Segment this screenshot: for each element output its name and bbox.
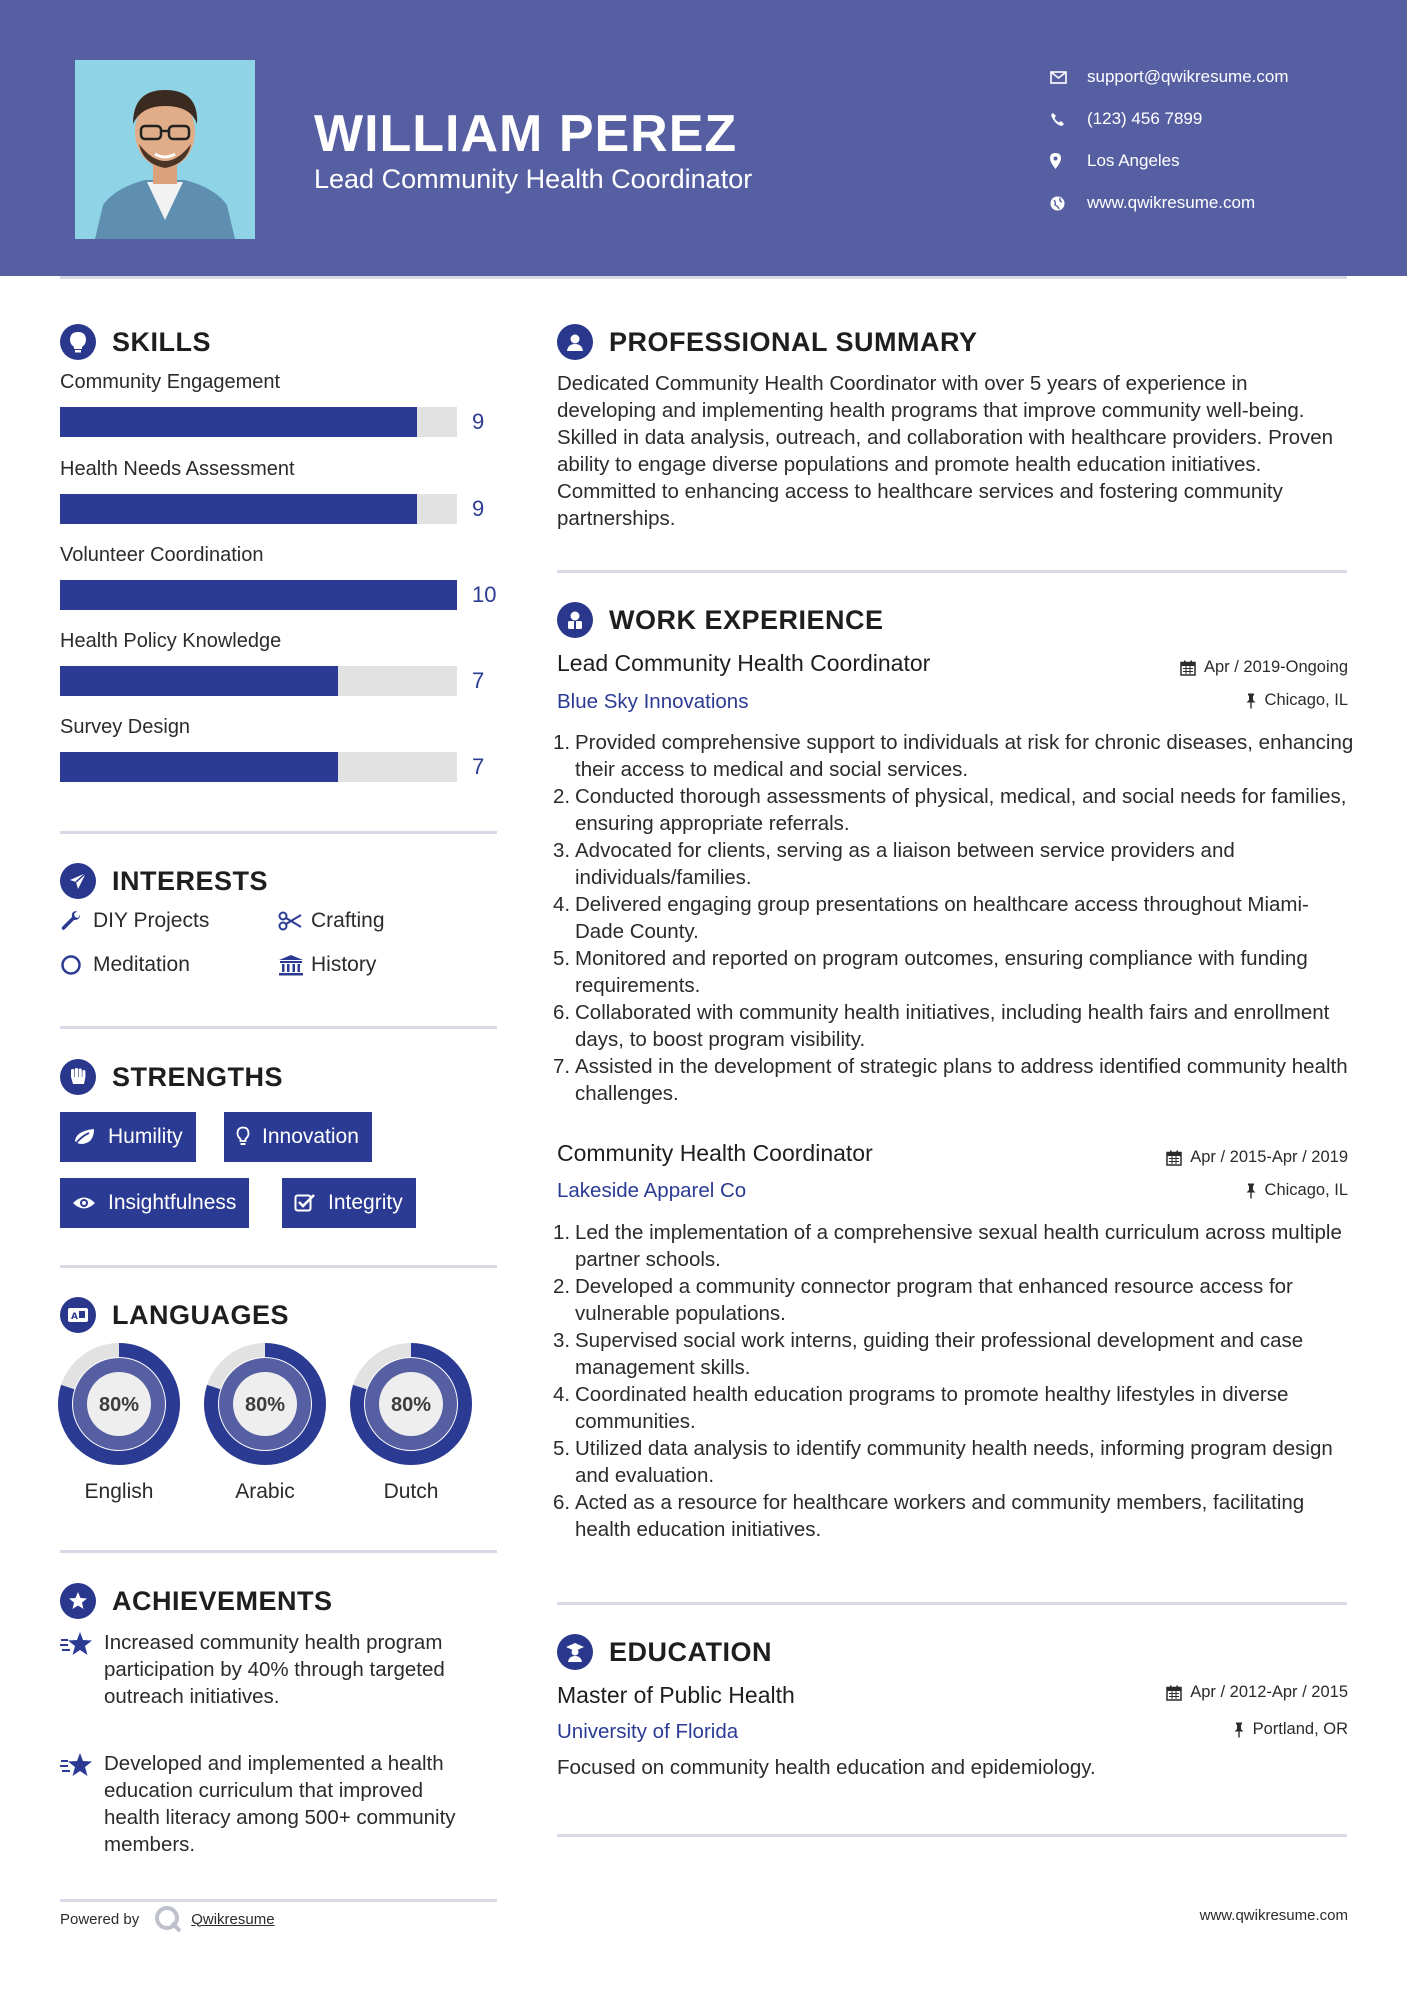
duty-item: 6. Collaborated with community health initiatives, including health fairs and enrollment days, to boost program visibility. <box>553 1001 1330 1051</box>
eye-icon <box>72 1195 96 1211</box>
strength-label: Innovation <box>262 1125 359 1148</box>
contact-location-text: Los Angeles <box>1087 151 1180 170</box>
skill-label: Community Engagement <box>60 371 281 393</box>
person-portrait-image <box>75 60 255 239</box>
education-description: Focused on community health education and epidemiology. <box>557 1756 1096 1779</box>
briefcase-user-icon <box>557 602 593 638</box>
svg-text:A: A <box>71 1312 78 1322</box>
star-badge-icon <box>60 1583 96 1619</box>
strength-label: Insightfulness <box>108 1191 237 1214</box>
skill-value: 10 <box>472 582 497 607</box>
profile-photo <box>75 60 255 239</box>
education-title: EDUCATION <box>609 1636 772 1667</box>
section-divider <box>60 831 497 834</box>
interest-label: DIY Projects <box>93 909 210 932</box>
powered-by <box>60 1905 275 1933</box>
contact-email[interactable] <box>1050 56 1289 98</box>
strength-tag <box>282 1178 416 1228</box>
interest-item <box>278 953 376 977</box>
duty-item: 1. Led the implementation of a comprehensive sexual health curriculum across multiple partner schools. <box>553 1221 1342 1271</box>
experience-title: WORK EXPERIENCE <box>609 604 884 635</box>
language-name: Arabic <box>235 1480 295 1503</box>
job-company: Lakeside Apparel Co <box>557 1179 747 1202</box>
contact-list <box>1050 56 1289 224</box>
map-pin-icon <box>1050 153 1087 169</box>
leaf-icon <box>72 1127 96 1147</box>
qwikresume-logo-icon <box>153 1905 183 1933</box>
star-icon <box>60 1750 104 1858</box>
translate-icon <box>60 1297 96 1333</box>
interest-label: History <box>311 953 377 976</box>
experience-heading <box>557 602 884 638</box>
languages-heading <box>60 1297 289 1333</box>
duty-item: 2. Conducted thorough assessments of physical, medical, and social needs for families, ensuring appropriate referrals. <box>553 785 1347 835</box>
pushpin-icon <box>1233 1722 1245 1738</box>
skill-bar-fill <box>60 752 338 782</box>
footer-divider <box>60 1899 497 1902</box>
circle-icon <box>60 954 93 976</box>
degree-title: Master of Public Health <box>557 1682 795 1708</box>
achievement-item <box>60 1750 480 1858</box>
skill-item <box>60 630 500 696</box>
lightbulb-icon <box>60 324 96 360</box>
achievement-text: Developed and implemented a health education curriculum that improved health literacy among 500+ community members. <box>104 1752 456 1856</box>
job-dates <box>1166 1148 1348 1167</box>
duty-item: 3. Supervised social work interns, guiding their professional development and case management skills. <box>553 1329 1304 1379</box>
raised-fist-icon <box>60 1059 96 1095</box>
strength-tag <box>224 1112 372 1162</box>
section-divider <box>60 1026 497 1029</box>
job-company: Blue Sky Innovations <box>557 690 749 713</box>
skill-label: Survey Design <box>60 716 191 738</box>
job-duties <box>555 1219 1355 1543</box>
duty-item: 7. Assisted in the development of strategic plans to address identified community health challenges. <box>553 1055 1348 1105</box>
powered-by-text: Powered by <box>60 1910 140 1928</box>
skills-title: SKILLS <box>112 326 212 357</box>
languages-title: LANGUAGES <box>112 1299 290 1330</box>
education-location <box>1233 1720 1348 1739</box>
section-divider <box>60 1265 497 1268</box>
language-ring <box>57 1342 181 1466</box>
section-divider <box>557 1602 1347 1605</box>
strength-tag <box>60 1178 249 1228</box>
globe-icon <box>1050 196 1087 211</box>
skill-bar-fill <box>60 494 417 524</box>
section-divider <box>557 1834 1347 1837</box>
duty-item: 5. Utilized data analysis to identify community health needs, informing program design and evaluation. <box>553 1437 1333 1487</box>
strengths-title: STRENGTHS <box>112 1061 284 1092</box>
summary-text: Dedicated Community Health Coordinator with over 5 years of experience in developing and implementing health programs that improve community well-being. Skilled in data analysis, outreach, and collaboration with healthcare providers. Proven ability to engage diverse populations and promote health education initiatives. Committed to enhancing access to healthcare services and fostering community partnerships. <box>557 372 1334 530</box>
skill-bar-fill <box>60 666 338 696</box>
achievements-title: ACHIEVEMENTS <box>112 1585 333 1616</box>
strengths-heading <box>60 1059 283 1095</box>
duty-item: 5. Monitored and reported on program outcomes, ensuring compliance with funding requirements. <box>553 947 1308 997</box>
skill-bar-fill <box>60 580 457 610</box>
strength-label: Integrity <box>328 1191 403 1214</box>
achievement-item <box>60 1629 480 1710</box>
phone-icon <box>1050 112 1087 127</box>
school-name: University of Florida <box>557 1720 739 1743</box>
candidate-role: Lead Community Health Coordinator <box>314 164 753 194</box>
contact-website[interactable] <box>1050 182 1289 224</box>
resume-header <box>0 0 1407 276</box>
language-item <box>203 1342 327 1504</box>
user-icon <box>557 324 593 360</box>
education-dates <box>1166 1683 1348 1702</box>
contact-phone[interactable] <box>1050 98 1289 140</box>
language-name: Dutch <box>383 1480 439 1503</box>
skill-item <box>60 458 500 524</box>
contact-location <box>1050 140 1289 182</box>
language-item <box>349 1342 473 1504</box>
skill-label: Volunteer Coordination <box>60 544 264 566</box>
skill-value: 7 <box>472 668 485 693</box>
summary-title: PROFESSIONAL SUMMARY <box>609 326 978 357</box>
calendar-icon <box>1180 660 1196 676</box>
job-dates <box>1180 658 1348 677</box>
contact-website-text: www.qwikresume.com <box>1087 193 1256 212</box>
interest-item <box>60 953 190 977</box>
qwikresume-link[interactable]: Qwikresume <box>191 1910 275 1928</box>
skill-label: Health Needs Assessment <box>60 458 295 480</box>
education-dates-text: Apr / 2012-Apr / 2015 <box>1190 1683 1348 1701</box>
achievements-heading <box>60 1583 333 1619</box>
calendar-icon <box>1166 1150 1182 1166</box>
interest-item <box>278 909 385 933</box>
strength-tag <box>60 1112 196 1162</box>
duty-item: 1. Provided comprehensive support to individuals at risk for chronic diseases, enhancing their access to medical and social services. <box>553 731 1354 781</box>
job-duties <box>555 729 1355 1107</box>
summary-heading <box>557 324 978 360</box>
education-location-text: Portland, OR <box>1252 1720 1348 1738</box>
skill-value: 9 <box>472 496 485 521</box>
envelope-icon <box>1050 71 1087 84</box>
contact-phone-text: (123) 456 7899 <box>1087 109 1203 128</box>
bank-icon <box>278 954 311 976</box>
interests-title: INTERESTS <box>112 865 269 896</box>
education-heading <box>557 1634 772 1670</box>
skill-value: 7 <box>472 754 485 779</box>
skills-heading <box>60 324 211 360</box>
scissors-icon <box>278 911 311 931</box>
pushpin-icon <box>1245 693 1257 709</box>
footer-website[interactable]: www.qwikresume.com <box>1199 1907 1348 1924</box>
duty-item: 4. Coordinated health education programs to promote healthy lifestyles in diverse communities. <box>553 1383 1289 1433</box>
header-divider <box>60 276 1347 279</box>
job-dates-text: Apr / 2015-Apr / 2019 <box>1190 1148 1348 1166</box>
job-location-text: Chicago, IL <box>1264 1181 1348 1199</box>
job-location <box>1245 1181 1348 1200</box>
duty-item: 2. Developed a community connector program that enhanced resource access for vulnerable populations. <box>553 1275 1293 1325</box>
skill-item <box>60 716 500 782</box>
skill-item <box>60 544 500 610</box>
duty-item: 3. Advocated for clients, serving as a liaison between service providers and individuals/families. <box>553 839 1235 889</box>
calendar-icon <box>1166 1685 1182 1701</box>
job-location-text: Chicago, IL <box>1264 691 1348 709</box>
checkbox-icon <box>294 1193 316 1213</box>
lightbulb-icon <box>236 1126 250 1148</box>
language-item <box>57 1342 181 1504</box>
language-percent: 80% <box>98 1394 140 1416</box>
skill-bar-fill <box>60 407 417 437</box>
interests-heading <box>60 863 268 899</box>
interest-item <box>60 909 209 933</box>
duty-item: 6. Acted as a resource for healthcare workers and community members, facilitating health education initiatives. <box>553 1491 1305 1541</box>
graduate-icon <box>557 1634 593 1670</box>
section-divider <box>557 570 1347 573</box>
candidate-name: WILLIAM PEREZ <box>314 105 738 163</box>
pushpin-icon <box>1245 1183 1257 1199</box>
language-percent: 80% <box>390 1394 432 1416</box>
star-icon <box>60 1629 104 1710</box>
interest-label: Meditation <box>93 953 190 976</box>
language-name: English <box>84 1480 154 1503</box>
language-percent: 80% <box>244 1394 286 1416</box>
language-ring <box>349 1342 473 1466</box>
paper-plane-icon <box>60 863 96 899</box>
interest-label: Crafting <box>311 909 385 932</box>
skill-item <box>60 371 500 437</box>
duty-item: 4. Delivered engaging group presentations on healthcare access throughout Miami-Dade County. <box>553 893 1309 943</box>
wrench-icon <box>60 910 93 932</box>
skill-label: Health Policy Knowledge <box>60 630 282 652</box>
job-title: Community Health Coordinator <box>557 1140 873 1166</box>
skill-value: 9 <box>472 409 485 434</box>
job-location <box>1245 691 1348 710</box>
section-divider <box>60 1550 497 1553</box>
language-ring <box>203 1342 327 1466</box>
strength-label: Humility <box>108 1125 183 1148</box>
job-title: Lead Community Health Coordinator <box>557 650 931 676</box>
contact-email-text: support@qwikresume.com <box>1087 67 1289 86</box>
achievement-text: Increased community health program participation by 40% through targeted outreach initiatives. <box>104 1631 445 1708</box>
job-dates-text: Apr / 2019-Ongoing <box>1203 658 1348 676</box>
